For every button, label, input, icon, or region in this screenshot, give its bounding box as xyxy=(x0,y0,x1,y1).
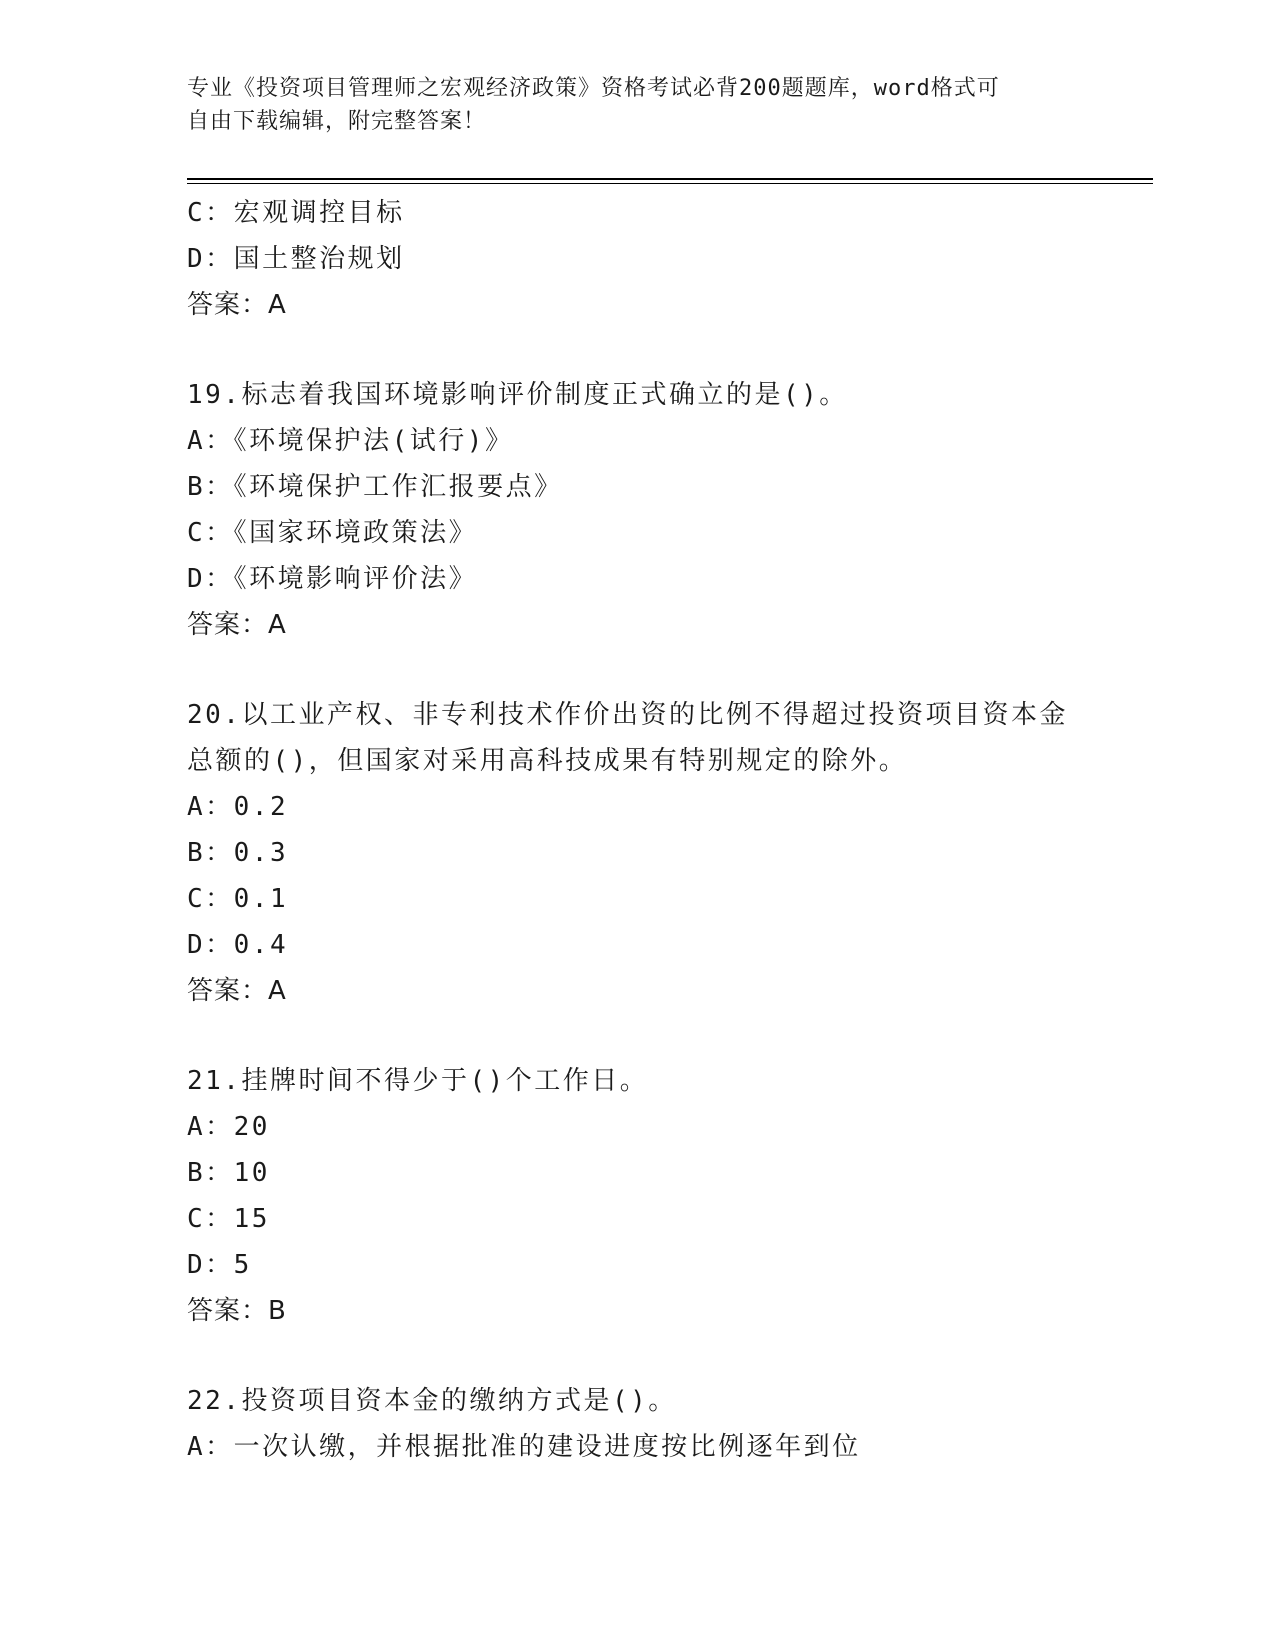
question-18 xyxy=(187,190,1147,328)
spacer xyxy=(187,328,1147,372)
option-c: C：宏观调控目标 xyxy=(187,198,405,228)
question-stem: 20.以工业产权、非专利技术作价出资的比例不得超过投资项目资本金 xyxy=(187,700,1068,730)
option-d: D：《环境影响评价法》 xyxy=(187,564,478,594)
option-b: B：10 xyxy=(187,1158,270,1188)
header-divider xyxy=(187,178,1153,180)
question-20 xyxy=(187,692,1147,1014)
document-page xyxy=(187,0,1147,1650)
answer: 答案：A xyxy=(187,976,287,1006)
spacer xyxy=(187,648,1147,692)
question-22 xyxy=(187,1378,1147,1470)
question-19 xyxy=(187,372,1147,648)
answer: 答案：B xyxy=(187,1296,287,1326)
option-a: A：0.2 xyxy=(187,792,289,822)
option-b: B：0.3 xyxy=(187,838,289,868)
spacer xyxy=(187,1014,1147,1058)
option-a: A：20 xyxy=(187,1112,270,1142)
spacer xyxy=(187,1334,1147,1378)
answer: 答案：A xyxy=(187,610,287,640)
header-divider-thin xyxy=(187,183,1153,184)
option-c: C：0.1 xyxy=(187,884,289,914)
option-c: C：《国家环境政策法》 xyxy=(187,518,478,548)
document-header xyxy=(187,72,1067,138)
question-stem: 19.标志着我国环境影响评价制度正式确立的是()。 xyxy=(187,380,848,410)
option-a: A：《环境保护法(试行)》 xyxy=(187,426,514,456)
option-d: D：5 xyxy=(187,1250,252,1280)
question-stem-continued: 总额的()，但国家对采用高科技成果有特别规定的除外。 xyxy=(187,746,908,776)
option-a: A：一次认缴，并根据批准的建设进度按比例逐年到位 xyxy=(187,1432,861,1462)
question-stem: 21.挂牌时间不得少于()个工作日。 xyxy=(187,1066,649,1096)
header-line-1: 专业《投资项目管理师之宏观经济政策》资格考试必背200题题库，word格式可 xyxy=(187,76,1000,101)
question-stem: 22.投资项目资本金的缴纳方式是()。 xyxy=(187,1386,677,1416)
option-d: D：国土整治规划 xyxy=(187,244,405,274)
option-d: D：0.4 xyxy=(187,930,289,960)
answer: 答案：A xyxy=(187,290,287,320)
option-c: C：15 xyxy=(187,1204,270,1234)
question-list xyxy=(187,190,1147,1470)
option-b: B：《环境保护工作汇报要点》 xyxy=(187,472,563,502)
question-21 xyxy=(187,1058,1147,1334)
header-line-2: 自由下载编辑，附完整答案！ xyxy=(187,109,487,134)
